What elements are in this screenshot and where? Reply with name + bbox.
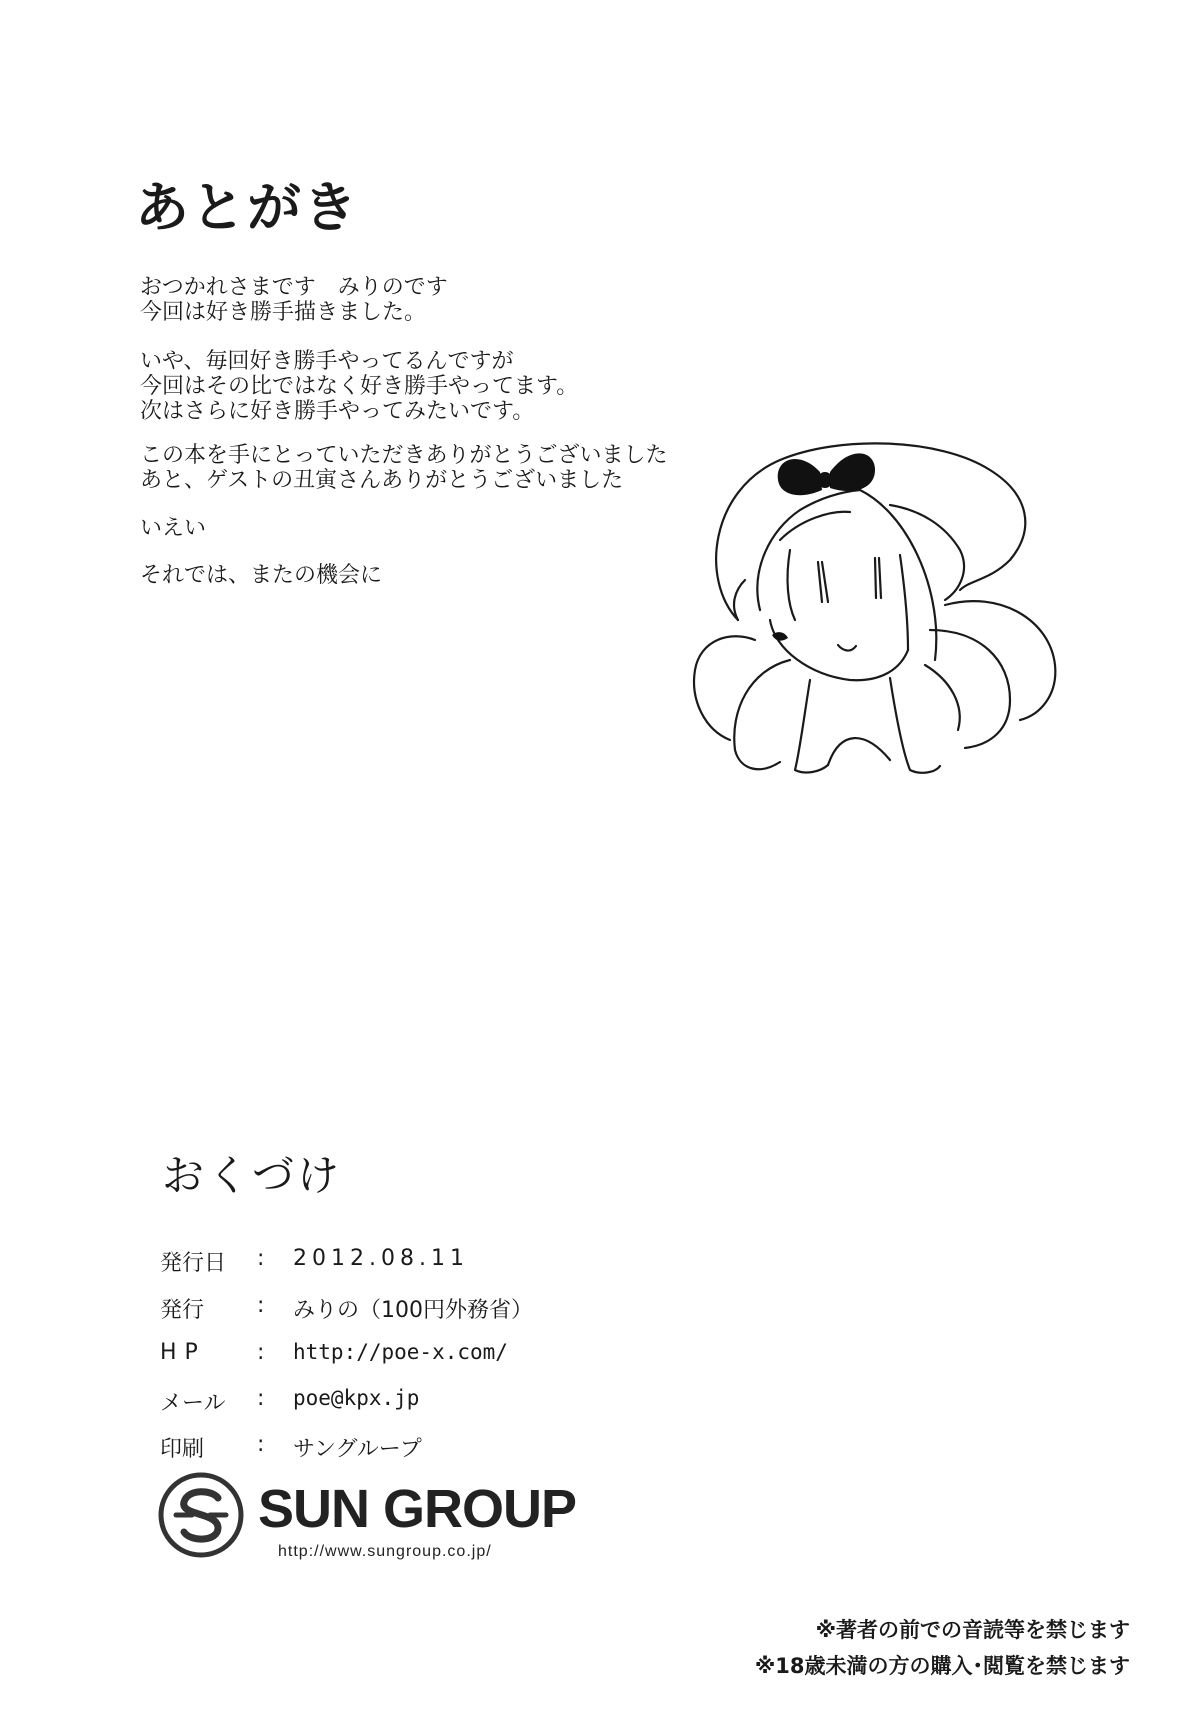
afterword-line: この本を手にとっていただきありがとうございました xyxy=(140,443,668,468)
colophon-separator: : xyxy=(257,1386,265,1411)
afterword-line: 今回は好き勝手描きました。 xyxy=(140,300,427,325)
afterword-line: 今回はその比ではなく好き勝手やってます。 xyxy=(140,374,579,399)
afterword-line: 次はさらに好き勝手やってみたいです。 xyxy=(140,399,535,424)
afterword-line: いや、毎回好き勝手やってるんですが xyxy=(140,349,514,374)
sun-group-url[interactable]: http://www.sungroup.co.jp/ xyxy=(278,1543,492,1560)
colophon-separator: : xyxy=(257,1293,265,1318)
colophon-separator: : xyxy=(257,1246,265,1271)
notice-age-restriction: ※18歳未満の方の購入･閲覧を禁じます xyxy=(754,1654,1130,1678)
colophon-value: みりの（100円外務省） xyxy=(293,1298,533,1323)
afterword-title: あとがき xyxy=(135,176,359,239)
colophon-label: 発行 xyxy=(160,1298,205,1323)
afterword-line: いえい xyxy=(140,516,207,541)
colophon-label: HP xyxy=(160,1340,206,1365)
chibi-character-illustration xyxy=(690,430,1070,810)
notice-reading-aloud: ※著者の前での音読等を禁じます xyxy=(815,1618,1130,1642)
colophon-value: http://poe-x.com/ xyxy=(293,1340,508,1364)
sun-group-logo-icon xyxy=(158,1472,244,1558)
colophon-label: メール xyxy=(160,1391,226,1416)
colophon-value: poe@kpx.jp xyxy=(293,1386,420,1410)
colophon-label: 印刷 xyxy=(160,1437,205,1462)
sun-group-logo-text: SUN GROUP xyxy=(258,1479,577,1539)
colophon-value: 2012.08.11 xyxy=(293,1246,469,1271)
colophon-title: おくづけ xyxy=(162,1151,343,1200)
colophon-value: サングループ xyxy=(293,1437,422,1462)
afterword-line: おつかれさまです みりのです xyxy=(140,275,448,300)
colophon-separator: : xyxy=(257,1432,265,1457)
afterword-line: あと、ゲストの丑寅さんありがとうございました xyxy=(140,468,624,493)
colophon-label: 発行日 xyxy=(160,1251,227,1276)
colophon-separator: : xyxy=(257,1340,265,1365)
afterword-line: それでは、またの機会に xyxy=(140,563,383,588)
